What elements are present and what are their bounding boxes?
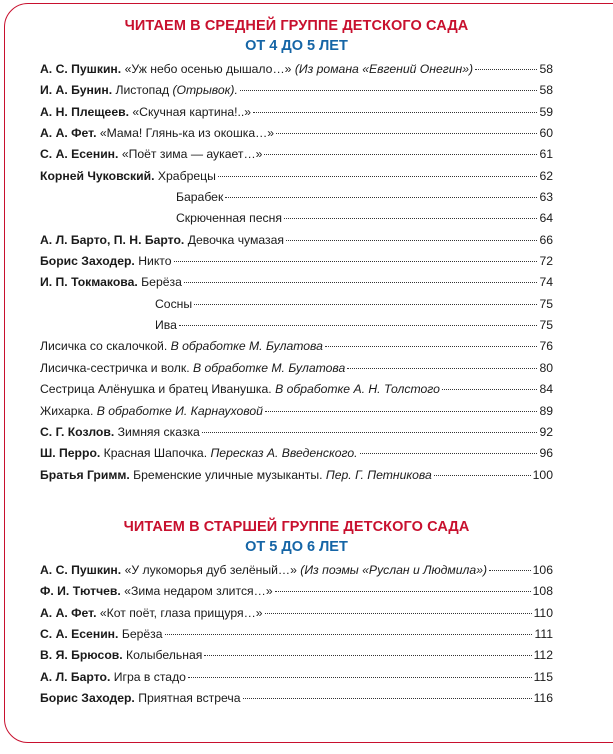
dot-leader bbox=[225, 197, 537, 198]
section-age-range: ОТ 4 ДО 5 ЛЕТ bbox=[245, 38, 348, 54]
entry-title: Зимняя сказка bbox=[114, 424, 200, 439]
entry-author: Корней Чуковский. bbox=[40, 168, 155, 183]
toc-entry bbox=[40, 446, 553, 467]
page-number: 96 bbox=[539, 446, 553, 461]
entry-text bbox=[155, 297, 192, 311]
dot-leader bbox=[276, 133, 537, 134]
entry-title: Приятная встреча bbox=[134, 691, 241, 706]
dot-leader bbox=[275, 591, 531, 592]
toc-entry bbox=[40, 147, 553, 168]
entry-title: «Поёт зима — аукает…» bbox=[118, 147, 263, 162]
dot-leader bbox=[240, 90, 538, 91]
dot-leader bbox=[253, 112, 537, 113]
entry-text bbox=[40, 147, 262, 161]
entry-note: (Из поэмы «Руслан и Людмила») bbox=[300, 563, 488, 577]
page-number: 62 bbox=[539, 168, 553, 183]
dot-leader bbox=[184, 282, 538, 283]
entry-author: С. А. Есенин. bbox=[40, 147, 119, 162]
section-senior-group bbox=[40, 518, 553, 712]
dot-leader bbox=[243, 698, 532, 699]
dot-leader bbox=[194, 304, 537, 305]
page-number: 66 bbox=[539, 232, 553, 247]
entry-title: «Уж небо осенью дышало…» bbox=[121, 62, 295, 76]
toc-entry bbox=[40, 404, 553, 425]
page-number: 75 bbox=[539, 318, 553, 333]
entry-text bbox=[40, 105, 251, 119]
entry-text bbox=[40, 691, 241, 705]
entry-text bbox=[176, 211, 282, 225]
dot-leader bbox=[434, 475, 531, 476]
entry-title: Листопад bbox=[112, 83, 173, 98]
entry-note: Пересказ А. Введенского. bbox=[210, 446, 358, 461]
toc-entry bbox=[40, 275, 553, 296]
section-age-range: ОТ 5 ДО 6 ЛЕТ bbox=[245, 539, 348, 555]
entry-title: Никто bbox=[134, 254, 172, 269]
toc-entry bbox=[40, 254, 553, 275]
entry-title: Барабек bbox=[176, 190, 224, 205]
page-number: 108 bbox=[532, 584, 553, 599]
toc-entry bbox=[40, 648, 553, 669]
dot-leader bbox=[284, 218, 537, 219]
entry-title: Ива bbox=[155, 318, 177, 333]
page-number: 111 bbox=[534, 627, 553, 642]
entry-title: Скрюченная песня bbox=[176, 211, 282, 226]
toc-entry bbox=[40, 233, 553, 254]
entry-author: А. А. Фет. bbox=[40, 605, 97, 620]
entry-text bbox=[40, 563, 487, 577]
dot-leader bbox=[347, 368, 537, 369]
page-number: 110 bbox=[533, 605, 553, 620]
page-number: 76 bbox=[539, 339, 553, 354]
page-number: 116 bbox=[533, 691, 553, 706]
entry-title: Игра в стадо bbox=[110, 669, 186, 684]
toc-entry bbox=[40, 105, 553, 126]
entry-note: (Из романа «Евгений Онегин») bbox=[294, 62, 474, 76]
entry-text bbox=[40, 254, 172, 268]
page-number: 84 bbox=[539, 382, 553, 397]
toc-entry bbox=[40, 670, 553, 691]
dot-leader bbox=[265, 411, 538, 412]
toc-entry bbox=[40, 62, 553, 83]
page-number: 61 bbox=[539, 147, 553, 162]
entry-text bbox=[40, 606, 263, 620]
entry-author: Борис Заходер. bbox=[40, 254, 135, 269]
entry-text bbox=[155, 318, 177, 332]
dot-leader bbox=[265, 613, 532, 614]
toc-entry bbox=[40, 297, 553, 318]
entry-text bbox=[40, 404, 263, 418]
entry-title: «У лукоморья дуб зелёный…» bbox=[121, 563, 301, 577]
toc-entry bbox=[40, 126, 553, 147]
dot-leader bbox=[264, 154, 537, 155]
entry-note: В обработке И. Карнауховой bbox=[96, 403, 263, 418]
toc-entry bbox=[40, 584, 553, 605]
toc-entry bbox=[40, 691, 553, 712]
entry-text bbox=[176, 190, 223, 204]
entry-text bbox=[40, 275, 182, 289]
toc-entry bbox=[40, 563, 553, 584]
entry-title: Лисичка со скалочкой. bbox=[40, 339, 171, 354]
entry-note: В обработке М. Булатова bbox=[170, 339, 323, 354]
entry-note: Пер. Г. Петникова bbox=[325, 467, 432, 482]
entry-author: А. Л. Барто, П. Н. Барто. bbox=[40, 232, 185, 247]
toc-entry bbox=[40, 361, 553, 382]
dot-leader bbox=[360, 453, 538, 454]
entry-author: С. А. Есенин. bbox=[40, 627, 119, 642]
entry-text bbox=[40, 648, 202, 662]
entry-title: Храбрецы bbox=[154, 168, 216, 183]
entry-text bbox=[40, 468, 432, 482]
entry-author: А. С. Пушкин. bbox=[40, 563, 122, 577]
entry-text bbox=[40, 62, 473, 76]
dot-leader bbox=[475, 69, 537, 70]
entry-note: В обработке А. Н. Толстого bbox=[275, 382, 440, 397]
page-number: 80 bbox=[539, 360, 553, 375]
page-number: 58 bbox=[539, 83, 553, 98]
entry-author: Ш. Перро. bbox=[40, 446, 101, 461]
entry-text bbox=[40, 382, 440, 396]
entry-author: И. П. Токмакова. bbox=[40, 275, 138, 290]
section-middle-group bbox=[40, 17, 553, 489]
toc-entry bbox=[40, 606, 553, 627]
entry-text bbox=[40, 670, 186, 684]
entry-title: «Кот поёт, глаза прищуря…» bbox=[96, 605, 263, 620]
page-number: 89 bbox=[539, 403, 553, 418]
entry-author: А. С. Пушкин. bbox=[40, 62, 122, 76]
dot-leader bbox=[218, 176, 538, 177]
entry-author: И. А. Бунин. bbox=[40, 83, 113, 98]
toc-entry bbox=[40, 83, 553, 104]
toc-entry bbox=[40, 425, 553, 446]
page-number: 92 bbox=[539, 424, 553, 439]
page-number: 74 bbox=[539, 275, 553, 290]
entry-text bbox=[40, 627, 163, 641]
toc-entry bbox=[40, 627, 553, 648]
page-number: 60 bbox=[539, 126, 553, 141]
page-number: 106 bbox=[532, 563, 553, 577]
dot-leader bbox=[202, 432, 538, 433]
toc-entry bbox=[40, 339, 553, 360]
toc-entry bbox=[40, 468, 553, 489]
entry-author: Братья Гримм. bbox=[40, 467, 130, 482]
entry-title: Сосны bbox=[155, 296, 193, 311]
entry-title: Лисичка-сестричка и волк. bbox=[40, 360, 193, 375]
toc-entry bbox=[40, 190, 553, 211]
toc-entry bbox=[40, 318, 553, 339]
dot-leader bbox=[188, 677, 532, 678]
entry-title: Красная Шапочка. bbox=[100, 446, 211, 461]
entry-text bbox=[40, 446, 358, 460]
entry-title: «Мама! Глянь-ка из окошка…» bbox=[96, 126, 275, 141]
dot-leader bbox=[165, 634, 533, 635]
entry-author: А. А. Фет. bbox=[40, 126, 97, 141]
entry-author: С. Г. Козлов. bbox=[40, 424, 115, 439]
entry-text bbox=[40, 425, 200, 439]
entry-title: «Скучная картина!..» bbox=[128, 104, 252, 119]
entry-text bbox=[40, 169, 216, 183]
entry-title: Сестрица Алёнушка и братец Иванушка. bbox=[40, 382, 276, 397]
page-number: 75 bbox=[539, 296, 553, 311]
toc-entry bbox=[40, 382, 553, 403]
dot-leader bbox=[442, 389, 538, 390]
dot-leader bbox=[325, 346, 538, 347]
entry-text bbox=[40, 126, 274, 140]
dot-leader bbox=[204, 655, 531, 656]
entry-note: (Отрывок). bbox=[172, 83, 238, 98]
entry-text bbox=[40, 361, 345, 375]
entry-note: В обработке М. Булатова bbox=[193, 360, 346, 375]
entry-text bbox=[40, 83, 238, 97]
entry-author: Ф. И. Тютчев. bbox=[40, 584, 121, 599]
entry-title: Бременские уличные музыканты. bbox=[129, 467, 326, 482]
page-number: 112 bbox=[533, 648, 553, 663]
entry-title: Жихарка. bbox=[40, 403, 97, 418]
page-number: 58 bbox=[539, 62, 553, 76]
page-number: 100 bbox=[532, 467, 553, 482]
page-number: 64 bbox=[539, 211, 553, 226]
dot-leader bbox=[179, 325, 538, 326]
entry-author: А. Л. Барто. bbox=[40, 669, 111, 684]
page-number: 59 bbox=[539, 104, 553, 119]
toc-list bbox=[40, 62, 553, 489]
entry-text bbox=[40, 339, 323, 353]
dot-leader bbox=[489, 570, 531, 571]
section-title: ЧИТАЕМ В СРЕДНЕЙ ГРУППЕ ДЕТСКОГО САДА bbox=[124, 18, 469, 34]
toc-entry bbox=[40, 169, 553, 190]
entry-title: «Зима недаром злится…» bbox=[120, 584, 273, 599]
page-number: 63 bbox=[539, 190, 553, 205]
entry-text bbox=[40, 584, 273, 598]
page-number: 115 bbox=[533, 669, 553, 684]
entry-title: Берёза bbox=[137, 275, 182, 290]
entry-text bbox=[40, 233, 284, 247]
toc-list bbox=[40, 563, 553, 712]
entry-author: В. Я. Брюсов. bbox=[40, 648, 123, 663]
entry-title: Колыбельная bbox=[122, 648, 203, 663]
entry-title: Девочка чумазая bbox=[184, 232, 284, 247]
dot-leader bbox=[286, 240, 537, 241]
dot-leader bbox=[174, 261, 538, 262]
entry-author: А. Н. Плещеев. bbox=[40, 104, 129, 119]
entry-author: Борис Заходер. bbox=[40, 691, 135, 706]
toc-entry bbox=[40, 211, 553, 232]
entry-title: Берёза bbox=[118, 627, 163, 642]
section-title: ЧИТАЕМ В СТАРШЕЙ ГРУППЕ ДЕТСКОГО САДА bbox=[123, 519, 470, 535]
page-number: 72 bbox=[539, 254, 553, 269]
